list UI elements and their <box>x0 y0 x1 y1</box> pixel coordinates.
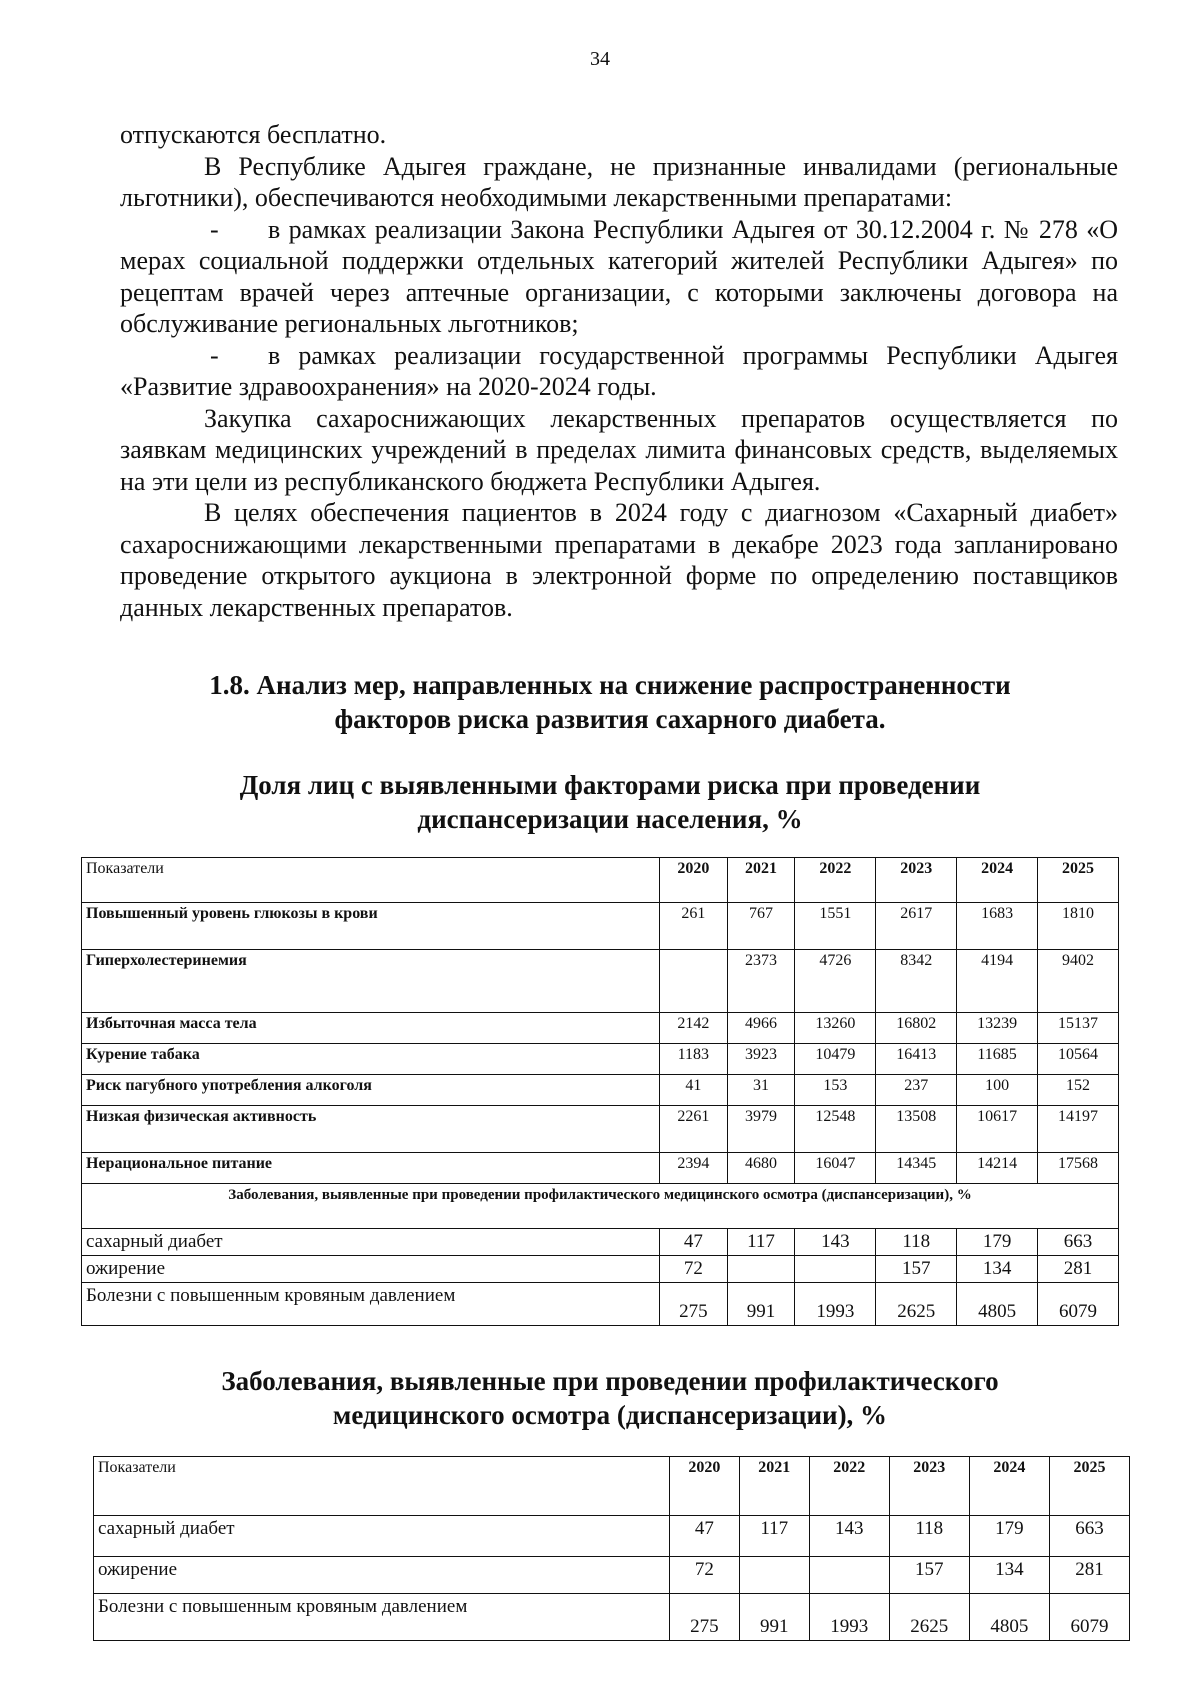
value-cell: 4680 <box>727 1153 795 1184</box>
value-cell: 72 <box>660 1256 728 1283</box>
table-row <box>82 1153 1119 1184</box>
year-header: 2020 <box>670 1457 740 1516</box>
value-cell: 13260 <box>795 1013 876 1044</box>
dash-marker: - <box>210 214 219 244</box>
value-cell: 100 <box>957 1075 1038 1106</box>
value-cell <box>660 950 728 1013</box>
subheader-cell: Заболевания, выявленные при проведении профилактического медицинского осмотра (диспансеризации), % <box>82 1184 1119 1229</box>
value-cell: 275 <box>660 1283 728 1326</box>
value-cell: 4726 <box>795 950 876 1013</box>
table-row <box>82 1283 1119 1326</box>
value-cell: 4194 <box>957 950 1038 1013</box>
value-cell: 47 <box>670 1516 740 1557</box>
value-cell: 991 <box>727 1283 795 1326</box>
year-header: 2021 <box>739 1457 809 1516</box>
table-row <box>82 1106 1119 1153</box>
year-header: 2024 <box>969 1457 1049 1516</box>
value-cell: 117 <box>727 1229 795 1256</box>
subheader-row <box>82 1184 1119 1229</box>
row-label: сахарный диабет <box>82 1229 660 1256</box>
value-cell: 47 <box>660 1229 728 1256</box>
value-cell: 991 <box>739 1594 809 1641</box>
table-row <box>82 1044 1119 1075</box>
value-cell <box>739 1557 809 1594</box>
value-cell: 2617 <box>876 903 957 950</box>
value-cell: 14214 <box>957 1153 1038 1184</box>
value-cell <box>727 1256 795 1283</box>
table-row <box>94 1557 1130 1594</box>
value-cell: 13239 <box>957 1013 1038 1044</box>
value-cell: 12548 <box>795 1106 876 1153</box>
value-cell: 11685 <box>957 1044 1038 1075</box>
header-label: Показатели <box>82 858 660 903</box>
paragraph: В целях обеспечения пациентов в 2024 году с диагнозом «Сахарный диабет» сахароснижающими лекарственными препаратами в декабре 2023 года запланировано проведение открытого аукциона в электронной форме по определению поставщиков данных лекарственных препаратов. <box>120 498 1118 622</box>
value-cell: 10479 <box>795 1044 876 1075</box>
year-header: 2023 <box>876 858 957 903</box>
paragraph: Закупка сахароснижающих лекарственных препаратов осуществляется по заявкам медицинских учреждений в пределах лимита финансовых средств, выделяемых на эти цели из республиканского бюджета Республики Адыгея. <box>120 403 1118 496</box>
value-cell: 2373 <box>727 950 795 1013</box>
value-cell: 31 <box>727 1075 795 1106</box>
row-label: сахарный диабет <box>94 1516 670 1557</box>
table-row <box>82 1013 1119 1044</box>
value-cell: 179 <box>957 1229 1038 1256</box>
value-cell: 8342 <box>876 950 957 1013</box>
value-cell: 17568 <box>1038 1153 1119 1184</box>
value-cell: 157 <box>876 1256 957 1283</box>
value-cell: 281 <box>1038 1256 1119 1283</box>
section-heading-line: 1.8. Анализ мер, направленных на снижение распространенности <box>209 670 1011 700</box>
value-cell: 281 <box>1049 1557 1129 1594</box>
value-cell: 41 <box>660 1075 728 1106</box>
value-cell: 1993 <box>809 1594 889 1641</box>
dash-marker: - <box>210 340 219 370</box>
value-cell: 9402 <box>1038 950 1119 1013</box>
value-cell: 72 <box>670 1557 740 1594</box>
value-cell: 179 <box>969 1516 1049 1557</box>
page-number: 34 <box>590 48 610 70</box>
value-cell: 663 <box>1049 1516 1129 1557</box>
table-row <box>82 1075 1119 1106</box>
value-cell: 16413 <box>876 1044 957 1075</box>
value-cell: 117 <box>739 1516 809 1557</box>
value-cell: 134 <box>969 1557 1049 1594</box>
table2-title-line: медицинского осмотра (диспансеризации), % <box>332 1400 888 1430</box>
value-cell: 14197 <box>1038 1106 1119 1153</box>
value-cell: 143 <box>795 1229 876 1256</box>
value-cell: 10564 <box>1038 1044 1119 1075</box>
value-cell: 6079 <box>1049 1594 1129 1641</box>
year-header: 2025 <box>1038 858 1119 903</box>
value-cell: 2261 <box>660 1106 728 1153</box>
row-label: Нерациональное питание <box>82 1153 660 1184</box>
header-label: Показатели <box>94 1457 670 1516</box>
value-cell: 2142 <box>660 1013 728 1044</box>
value-cell <box>809 1557 889 1594</box>
row-label: ожирение <box>94 1557 670 1594</box>
table2-title-line: Заболевания, выявленные при проведении профилактического <box>221 1366 999 1396</box>
value-cell: 143 <box>809 1516 889 1557</box>
value-cell: 237 <box>876 1075 957 1106</box>
row-label: Риск пагубного употребления алкоголя <box>82 1075 660 1106</box>
paragraph: отпускаются бесплатно. <box>120 120 387 149</box>
row-label: Болезни с повышенным кровяным давлением <box>82 1283 660 1326</box>
value-cell: 261 <box>660 903 728 950</box>
risk-factors-table <box>81 857 1119 1326</box>
row-label: Низкая физическая активность <box>82 1106 660 1153</box>
year-header: 2020 <box>660 858 728 903</box>
value-cell: 153 <box>795 1075 876 1106</box>
value-cell: 3923 <box>727 1044 795 1075</box>
value-cell: 1551 <box>795 903 876 950</box>
year-header: 2022 <box>795 858 876 903</box>
section-heading <box>110 668 1110 736</box>
value-cell: 1993 <box>795 1283 876 1326</box>
value-cell: 3979 <box>727 1106 795 1153</box>
table-row <box>82 950 1119 1013</box>
row-label: Болезни с повышенным кровяным давлением <box>94 1594 670 1641</box>
value-cell: 16047 <box>795 1153 876 1184</box>
year-header: 2025 <box>1049 1457 1129 1516</box>
year-header: 2024 <box>957 858 1038 903</box>
value-cell: 1683 <box>957 903 1038 950</box>
table1-title-line: диспансеризации населения, % <box>417 804 803 834</box>
table-row <box>82 903 1119 950</box>
value-cell: 118 <box>889 1516 969 1557</box>
value-cell: 118 <box>876 1229 957 1256</box>
row-label: Курение табака <box>82 1044 660 1075</box>
header-row <box>94 1457 1130 1516</box>
bullet-paragraph <box>120 340 1118 403</box>
bullet-text: в рамках реализации государственной программы Республики Адыгея «Развитие здравоохранения» на 2020-2024 годы. <box>120 340 1118 401</box>
value-cell <box>795 1256 876 1283</box>
bullet-text: в рамках реализации Закона Республики Адыгея от 30.12.2004 г. № 278 «О мерах социальной поддержки отдельных категорий жителей Республики Адыгея» по рецептам врачей через аптечные организации, с которыми заключены договора на обслуживание региональных льготников; <box>120 214 1118 338</box>
value-cell: 2394 <box>660 1153 728 1184</box>
row-label: Избыточная масса тела <box>82 1013 660 1044</box>
table2-title <box>110 1364 1110 1432</box>
value-cell: 1183 <box>660 1044 728 1075</box>
value-cell: 16802 <box>876 1013 957 1044</box>
table-row <box>82 1256 1119 1283</box>
value-cell: 13508 <box>876 1106 957 1153</box>
value-cell: 10617 <box>957 1106 1038 1153</box>
table1-title <box>110 768 1110 836</box>
value-cell: 15137 <box>1038 1013 1119 1044</box>
value-cell: 4805 <box>969 1594 1049 1641</box>
value-cell: 275 <box>670 1594 740 1641</box>
value-cell: 1810 <box>1038 903 1119 950</box>
row-label: ожирение <box>82 1256 660 1283</box>
value-cell: 2625 <box>889 1594 969 1641</box>
table-row <box>94 1594 1130 1641</box>
value-cell: 4966 <box>727 1013 795 1044</box>
value-cell: 152 <box>1038 1075 1119 1106</box>
section-heading-line: факторов риска развития сахарного диабета. <box>334 704 886 734</box>
value-cell: 767 <box>727 903 795 950</box>
value-cell: 14345 <box>876 1153 957 1184</box>
value-cell: 6079 <box>1038 1283 1119 1326</box>
table1-title-line: Доля лиц с выявленными факторами риска при проведении <box>239 770 981 800</box>
year-header: 2023 <box>889 1457 969 1516</box>
row-label: Повышенный уровень глюкозы в крови <box>82 903 660 950</box>
value-cell: 157 <box>889 1557 969 1594</box>
bullet-paragraph <box>120 214 1118 340</box>
value-cell: 4805 <box>957 1283 1038 1326</box>
table-row <box>82 1229 1119 1256</box>
diseases-table <box>93 1456 1130 1641</box>
body-text <box>120 119 1118 623</box>
row-label: Гиперхолестеринемия <box>82 950 660 1013</box>
value-cell: 663 <box>1038 1229 1119 1256</box>
header-row <box>82 858 1119 903</box>
paragraph: В Республике Адыгея граждане, не признанные инвалидами (региональные льготники), обеспечиваются необходимыми лекарственными препаратами: <box>120 151 1118 212</box>
year-header: 2022 <box>809 1457 889 1516</box>
year-header: 2021 <box>727 858 795 903</box>
value-cell: 2625 <box>876 1283 957 1326</box>
table-row <box>94 1516 1130 1557</box>
value-cell: 134 <box>957 1256 1038 1283</box>
